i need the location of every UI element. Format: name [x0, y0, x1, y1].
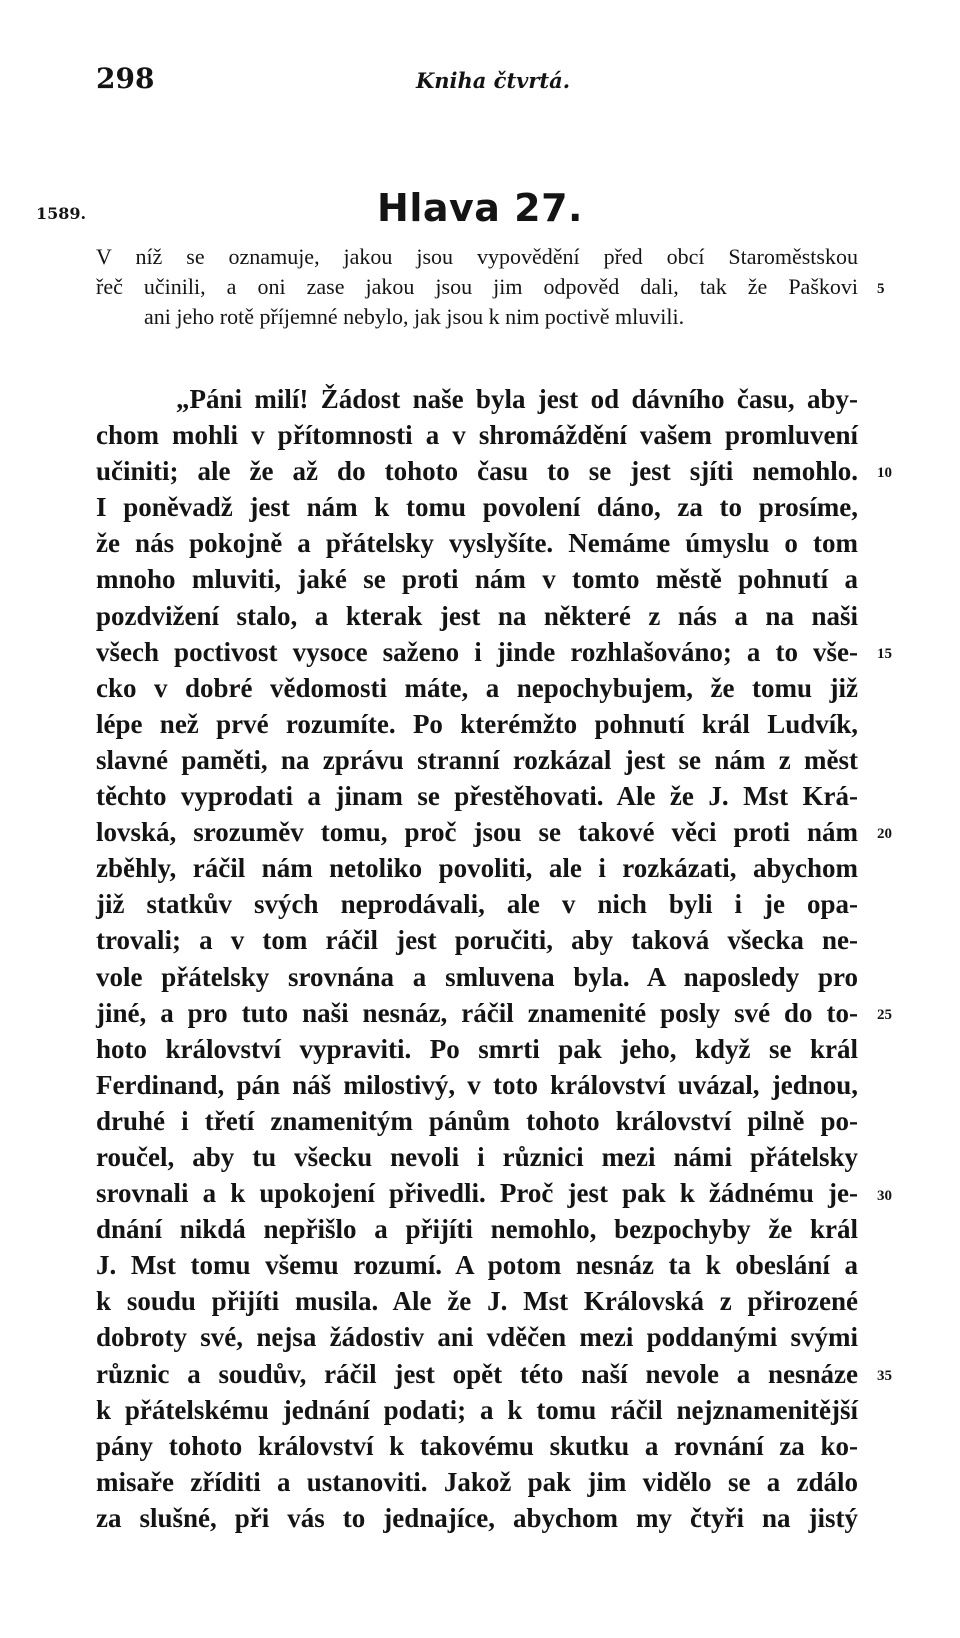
text-line: jiné, a pro tuto naši nesnáz, ráčil znamenité posly své do to-	[96, 997, 858, 1028]
text-line: chom mohli v přítomnosti a v shromáždění vašem promluvení	[96, 420, 858, 451]
text-line: srovnali a k upokojení přivedli. Proč jest pak k žádnému je-	[96, 1178, 858, 1209]
text-line: dnání nikdá nepřišlo a přijíti nemohlo, bezpochyby že král	[96, 1214, 858, 1245]
line-number: 10	[877, 465, 892, 481]
line-number: 25	[877, 1007, 892, 1023]
text-line: různic a soudův, ráčil jest opět této naší nevole a nesnáze	[96, 1358, 858, 1389]
text-line: dobroty své, nejsa žádostiv ani vděčen mezi poddanými svými	[96, 1322, 858, 1353]
text-line: vole přátelsky srovnána a smluvena byla. A naposledy pro	[96, 961, 858, 992]
text-line: hoto království vypraviti. Po smrti pak jeho, když se král	[96, 1033, 858, 1064]
text-line: za slušné, při vás to jednajíce, abychom my čtyři na jistý	[96, 1502, 858, 1533]
text-line: I poněvadž jest nám k tomu povolení dáno, za to prosíme,	[96, 492, 858, 523]
text-line: Ferdinand, pán náš milostivý, v toto království uvázal, jednou,	[96, 1069, 858, 1100]
running-title: Kniha čtvrtá.	[416, 68, 571, 93]
chapter-summary	[96, 242, 858, 332]
text-line: J. Mst tomu všemu rozumí. A potom nesnáz ta k obeslání a	[96, 1250, 858, 1281]
summary-line: ani jeho rotě příjemné nebylo, jak jsou k nim poctivě mluvili.	[144, 304, 685, 329]
text-line: mnoho mluviti, jaké se proti nám v tomto městě pohnutí a	[96, 564, 858, 595]
line-number: 20	[877, 826, 892, 842]
text-line: misaře zříditi a ustanoviti. Jakož pak jim vidělo se a zdálo	[96, 1466, 858, 1497]
line-number: 15	[877, 646, 892, 662]
text-line: že nás pokojně a přátelsky vyslyšíte. Nemáme úmyslu o tom	[96, 528, 858, 559]
text-line: trovali; a v tom ráčil jest poručiti, aby taková všecka ne-	[96, 925, 858, 956]
text-line: již statkův svých neprodávali, ale v nich byli i je opa-	[96, 889, 858, 920]
text-line: slavné paměti, na zprávu stranní rozkázal jest se nám z měst	[96, 744, 858, 775]
text-line: k přátelskému jednání podati; a k tomu ráčil nejznamenitější	[96, 1394, 858, 1425]
line-number: 35	[877, 1368, 892, 1384]
summary-line: řeč učinili, a oni zase jakou jsou jim odpověd dali, tak že Paškovi	[96, 274, 858, 299]
text-line: druhé i třetí znamenitým pánům tohoto království pilně po-	[96, 1105, 858, 1136]
line-number: 30	[877, 1188, 892, 1204]
summary-line: V níž se oznamuje, jakou jsou vypovědění před obcí Staroměstskou	[96, 244, 858, 269]
page-number: 298	[96, 62, 155, 95]
text-line: učiniti; ale že až do tohoto času to se jest sjíti nemohlo.	[96, 456, 858, 487]
text-line: „Páni milí! Žádost naše byla jest od dávního času, aby-	[176, 384, 858, 414]
text-line: k soudu přijíti musila. Ale že J. Mst Královská z přirozené	[96, 1286, 858, 1317]
text-line: všech poctivost vysoce saženo i jinde rozhlašováno; a to vše-	[96, 636, 858, 667]
text-line: cko v dobré vědomosti máte, a nepochybujem, že tomu již	[96, 672, 858, 703]
text-line: lépe než prvé rozumíte. Po kterémžto pohnutí král Ludvík,	[96, 708, 858, 739]
text-line: pány tohoto království k takovému skutku a rovnání za ko-	[96, 1430, 858, 1461]
running-head	[96, 62, 856, 102]
line-number: 5	[877, 281, 885, 297]
body-text	[96, 381, 858, 1536]
chapter-title: Hlava 27.	[377, 186, 583, 230]
text-line: těchto vyprodati a jinam se přestěhovati. Ale že J. Mst Krá-	[96, 781, 858, 812]
text-line: zběhly, ráčil nám netoliko povoliti, ale i rozkázati, abychom	[96, 853, 858, 884]
text-line: lovská, srozuměv tomu, proč jsou se takové věci proti nám	[96, 817, 858, 848]
margin-year: 1589.	[36, 204, 87, 223]
text-line: roučel, aby tu všecku nevoli i různici mezi námi přátelsky	[96, 1141, 858, 1172]
text-line: pozdvižení stalo, a kterak jest na některé z nás a na naši	[96, 600, 858, 631]
